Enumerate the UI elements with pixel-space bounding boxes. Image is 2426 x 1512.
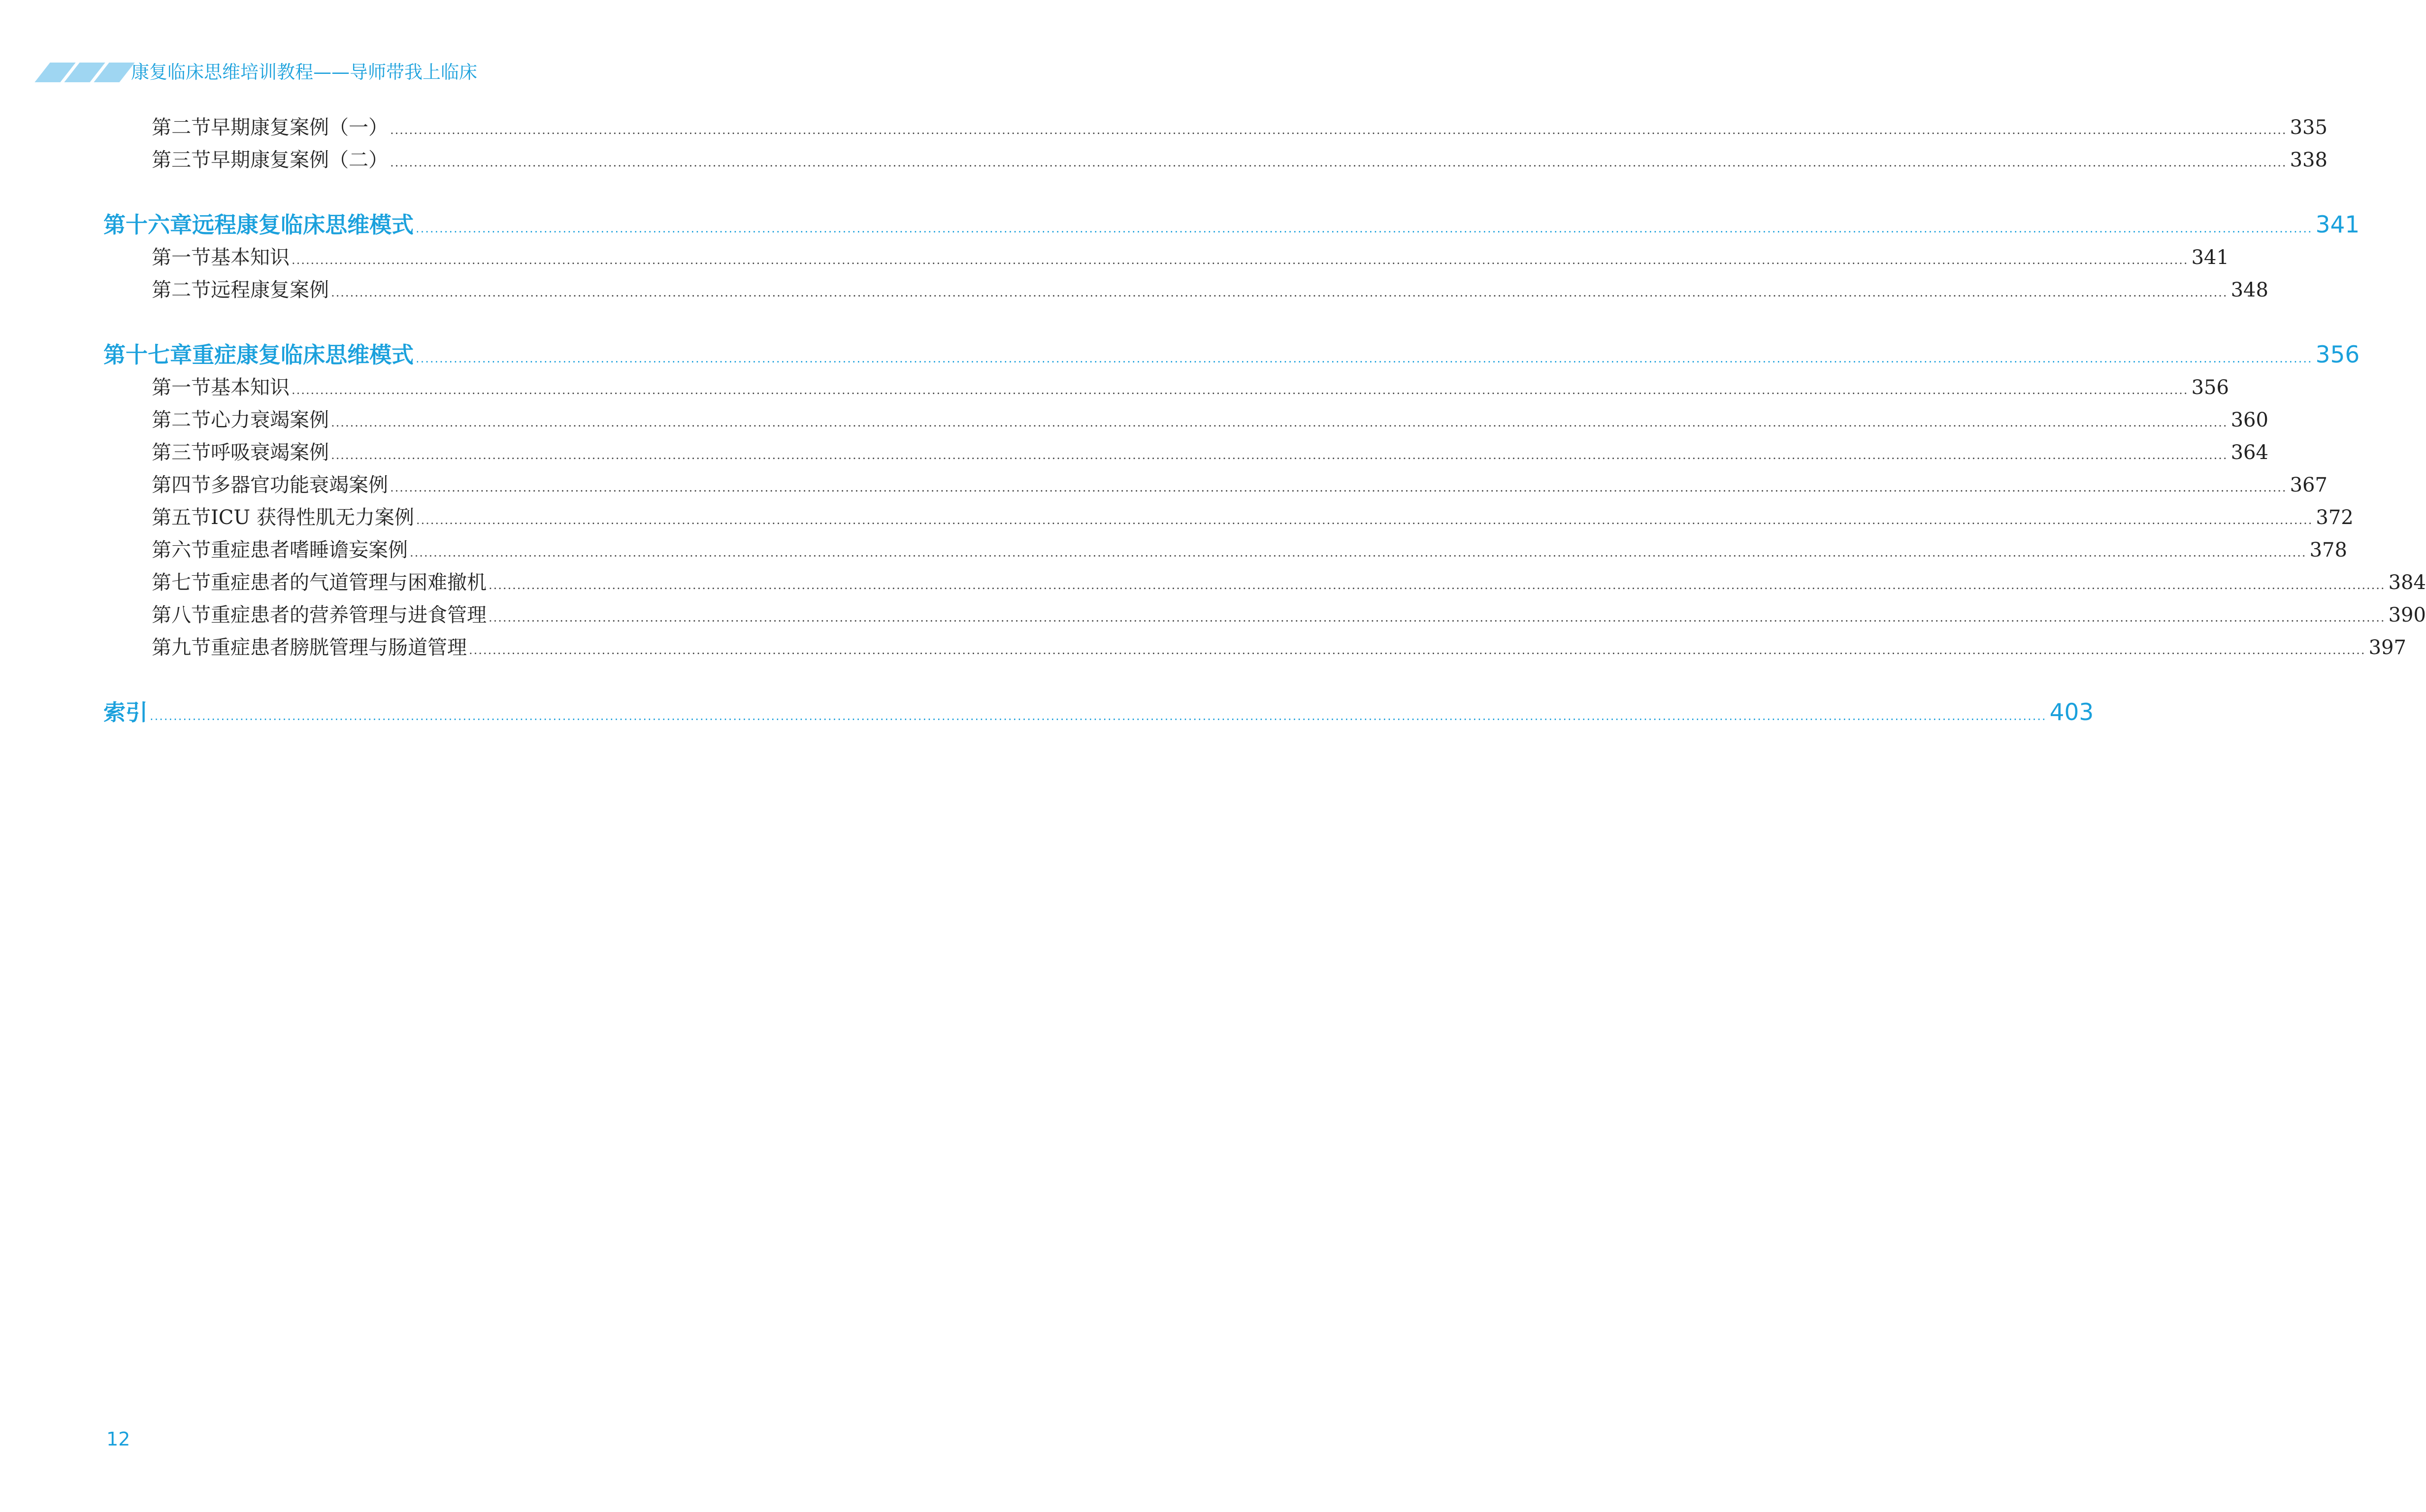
dot-leader: ................................................................................................................................................................................................................................................................................................................................................................................................................ (410, 546, 2307, 559)
toc-section-entry[interactable] (103, 501, 2354, 534)
section-title: 重症患者嗜睡谵妄案例 (211, 539, 408, 561)
section-page: 341 (2191, 246, 2229, 269)
toc-section-entry[interactable] (103, 241, 2229, 274)
dot-leader: ................................................................................................................................................................................................................................................................................................................................................................................................................ (331, 416, 2228, 429)
index-title: 索引 (103, 699, 148, 725)
section-title: ICU 获得性肌无力案例 (211, 506, 414, 529)
section-number: 第二节 (152, 279, 211, 301)
section-title: 多器官功能衰竭案例 (211, 474, 388, 496)
section-page: 397 (2368, 636, 2406, 659)
section-page: 384 (2388, 571, 2426, 594)
section-page: 338 (2290, 149, 2328, 171)
section-number: 第九节 (152, 636, 211, 659)
toc-section-entry[interactable] (103, 599, 2426, 631)
dot-leader: ................................................................................................................................................................................................................................................................................................................................................................................................................ (390, 481, 2287, 494)
section-title: 远程康复案例 (211, 279, 329, 301)
chapter-number: 第十七章 (103, 342, 193, 368)
chapter-page: 356 (2315, 341, 2360, 368)
dot-leader: ................................................................................................................................................................................................................................................................................................................................................................................................................ (292, 383, 2189, 397)
toc-chapter-entry[interactable] (103, 339, 2360, 371)
section-page: 356 (2191, 376, 2229, 399)
index-page: 403 (2049, 699, 2094, 726)
dot-leader: ................................................................................................................................................................................................................................................................................................................................................................................................................ (416, 513, 2313, 527)
section-title: 重症患者的营养管理与进食管理 (211, 604, 487, 626)
dot-leader: ................................................................................................................................................................................................................................................................................................................................................................................................................ (469, 643, 2366, 657)
section-title: 基本知识 (211, 246, 290, 269)
section-page: 378 (2309, 539, 2347, 561)
dot-leader: ................................................................................................................................................................................................................................................................................................................................................................................................................ (416, 222, 2313, 235)
toc-index-entry[interactable] (103, 696, 2094, 729)
section-page: 364 (2230, 441, 2268, 464)
toc-section-entry[interactable] (103, 404, 2268, 436)
section-page: 335 (2290, 116, 2328, 139)
toc-chapter-entry[interactable] (103, 209, 2360, 241)
book-title: 康复临床思维培训教程——导师带我上临床 (131, 62, 477, 83)
toc-section-entry[interactable] (103, 469, 2328, 501)
section-title: 呼吸衰竭案例 (211, 441, 329, 464)
section-title: 心力衰竭案例 (211, 409, 329, 431)
toc-section-entry[interactable] (103, 111, 2328, 144)
section-page: 367 (2290, 474, 2328, 496)
section-number: 第六节 (152, 539, 211, 561)
running-header (34, 60, 477, 85)
dot-leader: ................................................................................................................................................................................................................................................................................................................................................................................................................ (390, 156, 2287, 169)
section-page: 360 (2230, 409, 2268, 431)
dot-leader: ................................................................................................................................................................................................................................................................................................................................................................................................................ (489, 578, 2386, 592)
section-number: 第四节 (152, 474, 211, 496)
dot-leader: ................................................................................................................................................................................................................................................................................................................................................................................................................ (292, 253, 2189, 267)
toc-section-entry[interactable] (103, 534, 2347, 566)
toc-section-entry[interactable] (103, 144, 2328, 176)
toc-section-entry[interactable] (103, 371, 2229, 404)
dot-leader: ................................................................................................................................................................................................................................................................................................................................................................................................................ (150, 709, 2047, 723)
dot-leader: ................................................................................................................................................................................................................................................................................................................................................................................................................ (390, 123, 2287, 137)
dot-leader: ................................................................................................................................................................................................................................................................................................................................................................................................................ (416, 352, 2313, 365)
section-number: 第三节 (152, 149, 211, 171)
section-number: 第七节 (152, 571, 211, 594)
section-page: 390 (2388, 604, 2426, 626)
dot-leader: ................................................................................................................................................................................................................................................................................................................................................................................................................ (331, 286, 2228, 299)
section-page: 348 (2230, 279, 2268, 301)
toc-section-entry[interactable] (103, 436, 2268, 469)
chapter-number: 第十六章 (103, 212, 193, 238)
dot-leader: ................................................................................................................................................................................................................................................................................................................................................................................................................ (331, 448, 2228, 462)
section-title: 早期康复案例（二） (211, 149, 388, 171)
dot-leader: ................................................................................................................................................................................................................................................................................................................................................................................................................ (489, 611, 2386, 625)
table-of-contents (103, 111, 2426, 729)
section-page: 372 (2316, 506, 2354, 529)
section-number: 第一节 (152, 376, 211, 399)
section-number: 第八节 (152, 604, 211, 626)
section-title: 早期康复案例（一） (211, 116, 388, 139)
page-number: 12 (106, 1428, 131, 1450)
toc-section-entry[interactable] (103, 566, 2426, 599)
section-title: 基本知识 (211, 376, 290, 399)
header-stripes-decoration (34, 63, 124, 82)
section-title: 重症患者的气道管理与困难撤机 (211, 571, 487, 594)
toc-section-entry[interactable] (103, 631, 2406, 664)
chapter-title: 重症康复临床思维模式 (192, 342, 414, 368)
section-title: 重症患者膀胱管理与肠道管理 (211, 636, 467, 659)
chapter-page: 341 (2315, 211, 2360, 238)
section-number: 第二节 (152, 116, 211, 139)
section-number: 第一节 (152, 246, 211, 269)
chapter-title: 远程康复临床思维模式 (192, 212, 414, 238)
section-number: 第二节 (152, 409, 211, 431)
section-number: 第五节 (152, 506, 211, 529)
toc-section-entry[interactable] (103, 274, 2268, 306)
section-number: 第三节 (152, 441, 211, 464)
